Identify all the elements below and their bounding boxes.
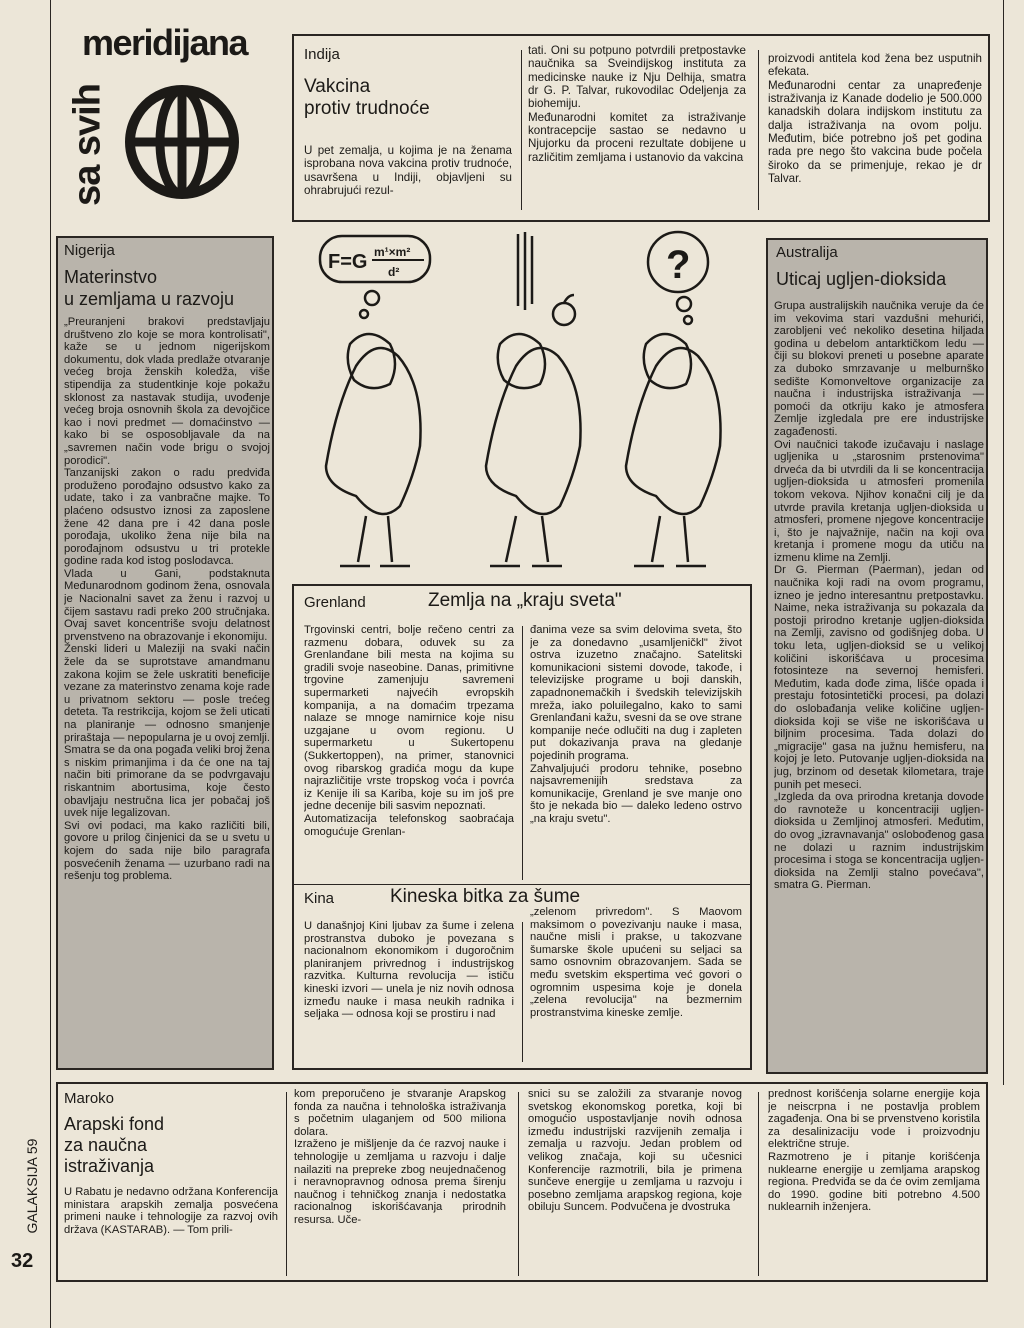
china-title: Kineska bitka za šume <box>390 886 581 907</box>
page-left-rule <box>50 0 51 1328</box>
australia-body: Grupa australijskih naučnika veruje da će im vekovima stari vazdušni mehurići, zarobljeni već nekoliko desetina hiljada godina u debelom antarktičkom ledu — čiji su blokovi preneti u posebne aparate za duboko smrzavanje u melburnško sedište Komonveltove organizacije za naučna i industrijska istraživanja — pomoći da otkriju kako je atmosfera Zemlje izgledala pre ere industrijske zagađenosti. Ovi naučnici takođe izučavaju i naslage ugljenika u „starosnim prstenovima" drveća da bi utvrdili da li se koncentracija ugljen-dioksida u atmosferi promenila tokom vekova. Njihov konačni cilj je da utvrde pravila kretanja ugljen-dioksida u atmosferi, promene njegove koncentracije i, što je najvažnije, način na koji ova kretanja i promene mogu da utiču na izmenu klime na Zemlji. Dr G. Pierman (Paerman), jedan od naučnika koji radi na ovom programu, izneo je jedno interesantnu pretpostavku. Naime, neka istraživanja su pokazala da postoji prirodno kretanje ugljen-dioksida na Zemlji, zavisno od godišnjeg doba. U toku leta, ugljen-dioksid se u velikoj količini iskorišćava u procesima fotosinteze na severnoj hemisferi. Međutim, kada dođe zima, lišće opada i prestaju fotosintetički procesi, pa dolazi do oslobađanja velike količine ugljen-dioksida koji se više ne iskorišćava u biljnim procesima. Tada dolazi do „migracije" gasa na južnu hemisferu, na kojoj je leto. Putovanje ugljen-dioksida na jug, brzinom od desetak kilometara, traje punih pet meseci. „Izgleda da ova prirodna kretanja dovode do ravnoteže u koncentraciji ugljen-dioksida u Zemljinoj atmosferi. Međutim, do ovog „izravnavanja" oslobođenog gasa ne dolazi u raznim industrijskim procesima i stoga se koncentracija ugljen-dioksida na Zemlji stalno povećava", smatra G. Pierman. <box>774 300 984 892</box>
nigeria-article <box>56 236 274 1070</box>
formula-denominator: d² <box>388 265 400 279</box>
china-column-2: „zelenom privredom". S Maovom maksimom o povezivanju nauke i masa, naučne misli i prakse, u takozvane šumarske škole upućeni su seljaci sa samo osnovnim obrazovanjem. Sada se među svetskim ekspertima već govori o ogromnim uspesima koje je donela „zelena revolucija" na bezmernim prostranstvima kineske zemlje. <box>530 906 742 1019</box>
india-article <box>292 34 990 222</box>
morocco-column-3: snici su se založili za stvaranje novog svetskog ekonomskog poretka, koji bi omogućio uspostavljanje novih odnosa između industrijski razvijenih zemalja i zemalja u razvoju. Jedan problem od velikog značaja, koji su učesnici Konferencije razmotrili, bila je primena sunčeve energije u zemljama u razvoju i posebno zemljama arapskog regiona, koje obiluju Suncem. Podvučena je dvostruka <box>528 1088 742 1214</box>
india-divider-1 <box>521 50 522 210</box>
nigeria-body: „Preuranjeni brakovi predstavljaju društveno zlo koje se mora kontrolisati", kaže se u jednom nigerijskom dokumentu, dok vlada predlaže otvaranje većeg broja ženskih koledža, više stipendija za studentkinje koje pokažu sklonost za nastavak studija, uvođenje većeg broja osnovnih škola za devojčice kao i novi predmet — domaćinstvo — kako bi se osposobljavale da na „savremen način vode brigu o svojoj porodici". Tanzanijski zakon o radu predviđa produženo porođajno odsustvo kako za udate, tako i za vanbračne majke. To plaćeno odsustvo iznosi za zaposlene žene 42 dana pre i 42 dana posle porođaja, ukoliko žena nije bila na porođajnom odsustvu u tri protekle godine rada kod istog poslodavca. Vlada u Gani, podstaknuta Međunarodnom godinom žena, osnovala je Nacionalni savet za ženu i razvoj u čijem sastavu radi preko 200 stručnjaka. Ovaj savet koncentriše svoju delatnost prvenstveno na obrazovanje i ekonomiju. Ženski lideri u Maleziji na svaki način žele da se suprotstave amandmanu zakona kojim se žele uskratiti beneficije vezane za materinstvo zenama koje rade u privatnom sektoru — posle trećeg deteta. Ta restrikcija, kojom se želi uticati na planiranje — odnosno smanjenje priraštaja — nepopularna je u ovoj zemlji. Smatra se da ona pogađa veliki broj žena s niskim primanjima i da će one na taj način biti primorane da se podvrgavaju riskantnim abortusima, koje često obavljaju nestručna lica jer pobačaj još uvek nije legalizovan. Svi ovi podaci, ma kako različiti bili, govore u prilog činjenici da se u svetu u kojem do sada nije bilo paragrafa posvećenih ženama — uzurbano radi na rešenju tog problema. <box>64 316 270 883</box>
greenland-column-2: đanima veze sa svim delovima sveta, što je za donedavno „usamljeničkl" život ostrva izuzetno značajno. Satelitski komunikacioni sistemi dovode, takođe, i televizijske programe u boji danskih, zapadnonemačkih i švedskih televizijskih mreža, iako poluilegalno, kako to sami Grenlanđani kažu, svesni da se ove strane kompanije neće odlučiti na dug i zapleten put dokazivanja prava na gledanje pojedinih programa. Zahvaljujući prodoru tehnike, posebno najsavremenijih sredstava za komunikacije, Grenland je sve manje ono što je nekada bio — daleko ledeno ostrvo „na kraju svetu". <box>530 624 742 825</box>
morocco-divider-3 <box>758 1092 759 1276</box>
china-region: Kina <box>304 890 335 907</box>
nigeria-title: Materinstvo u zemljama u razvoju <box>64 267 235 309</box>
question-mark: ? <box>666 243 691 287</box>
india-region: Indija <box>304 46 340 63</box>
newton-cartoon <box>296 226 752 586</box>
formula-text: F=G <box>328 251 368 273</box>
page-number: 32 <box>11 1250 34 1272</box>
page-right-rule <box>1003 0 1004 1085</box>
india-title: Vakcina protiv trudnoće <box>304 76 430 119</box>
morocco-column-4: prednost korišćenja solarne energije koja je neiscrpna i ne postavlja problem zagađenja. Ona bi se prvenstveno koristila za desalinizaciju vode i proizvodnju električne struje. Razmotreno je i pitanje korišćenja nuklearne energije u zemljama arapskog regiona. Predviđa se da će ovim zemljama do 1990. godine biti potrebno 4.500 nuklearnih inženjera. <box>768 1088 980 1214</box>
greenland-region: Grenland <box>304 594 366 611</box>
morocco-column-2: kom preporučeno je stvaranje Arapskog fonda za naučna i tehnološka istraživanja s početnim ulaganjem od 500 miliona dolara. Izraženo je mišljenje da će razvoj nauke i tehnologije u zemljama u razvoju i dalje nailaziti na prepreke zbog neujednačenog i neravnopravnog odnosa prema širenju naučnog i tehničkog znanja i nedostatka racionalnog iskorišćavanja prirodnih resursa. Uče- <box>294 1088 506 1226</box>
morocco-article <box>56 1082 988 1282</box>
section-divider <box>294 884 750 885</box>
australia-article <box>766 238 988 1074</box>
globe-icon <box>122 82 242 202</box>
china-column-1: U današnjoj Kini ljubav za šume i zelena prostranstva duboko je povezana s nacionalnom ekonomikom i dugoročnim planiranjem privrednog i industrijskog razvitka. Kulturna revolucija — ističu kineski izvori — unela je niz novih odnosa između nauke i masa neukih radnika i seljaka — odnosa koji se prostiru i nad <box>304 920 514 1021</box>
greenland-title: Zemlja na „kraju sveta" <box>428 590 622 611</box>
india-column-3: proizvodi antitela kod žena bez usputnih efekata. Međunarodni centar za unapređenje istraživanja iz Kanade dodelio je 500.000 kanadskih dolara indijskom institutu za dalja istraživanja na ovom polju. Međutim, biće potrebno još pet godina rada pre nego što vakcina bude počela široko da se primenjuje, rekao je dr Talvar. <box>768 52 982 186</box>
nigeria-region: Nigerija <box>64 242 115 259</box>
greenland-column-1: Trgovinski centri, bolje rečeno centri za razmenu dobara, oduvek su za Grenlanđane bili mesta na kojima su gradili svoje naseobine. Danas, primitivne trgovine zamenjuju savremeni supermarketi najvećih evropskih kompanija, a na domaćim trpezama nalaze se mnoge namirnice koje nisu uzgajane u ovom regionu. U supermarketu u Sukertopenu (Sukkertoppen), na primer, stanovnici ovog ribarskog gradića mogu da kupe najrazličitije vrste tropskog voća i povrća iz Kenije ili sa Kariba, koje su im još pre jedne decenije bili sasvim nepoznati. Automatizacija telefonskog saobraćaja omogućuje Grenlan- <box>304 624 514 838</box>
morocco-divider-2 <box>518 1092 519 1276</box>
china-divider <box>522 922 523 1062</box>
india-column-2: tati. Oni su potpuno potvrdili pretpostavke naučnika sa Sveindijskog instituta za medicinske nauke iz Nju Delhija, smatra dr G. P. Talvar, rukovodilac Odeljenja za biohemiju. Međunarodni komitet za istraživanje kontracepcije sastao se nedavno u Njujorku da proceni rezultate dobijene u različitim zemljama i ustanovio da vakcina <box>528 44 746 164</box>
masthead-vertical: sa svih <box>66 84 109 206</box>
greenland-divider <box>522 626 523 880</box>
india-divider-2 <box>758 50 759 210</box>
masthead-horizontal: meridijana <box>82 22 248 63</box>
morocco-title: Arapski fond za naučna istraživanja <box>64 1114 165 1176</box>
india-column-1: U pet zemalja, u kojima je na ženama isprobana nova vakcina protiv trudnoće, usavršena u Indiji, objavljeni su ohrabrujući rezul- <box>304 144 512 198</box>
australia-region: Australija <box>776 244 838 261</box>
greenland-china-frame <box>292 584 752 1070</box>
morocco-column-1: U Rabatu je nedavno održana Konferencija ministara arapskih zemalja posvećena primeni nauke i tehnologije za razvoj ovih država (KASTARAB). — Tom prili- <box>64 1186 278 1236</box>
formula-numerator: m¹×m² <box>374 245 411 259</box>
morocco-divider-1 <box>286 1092 287 1276</box>
magazine-name: GALAKSIJA 59 <box>24 1138 40 1234</box>
australia-title: Uticaj ugljen-dioksida <box>776 269 947 289</box>
morocco-region: Maroko <box>64 1090 115 1107</box>
